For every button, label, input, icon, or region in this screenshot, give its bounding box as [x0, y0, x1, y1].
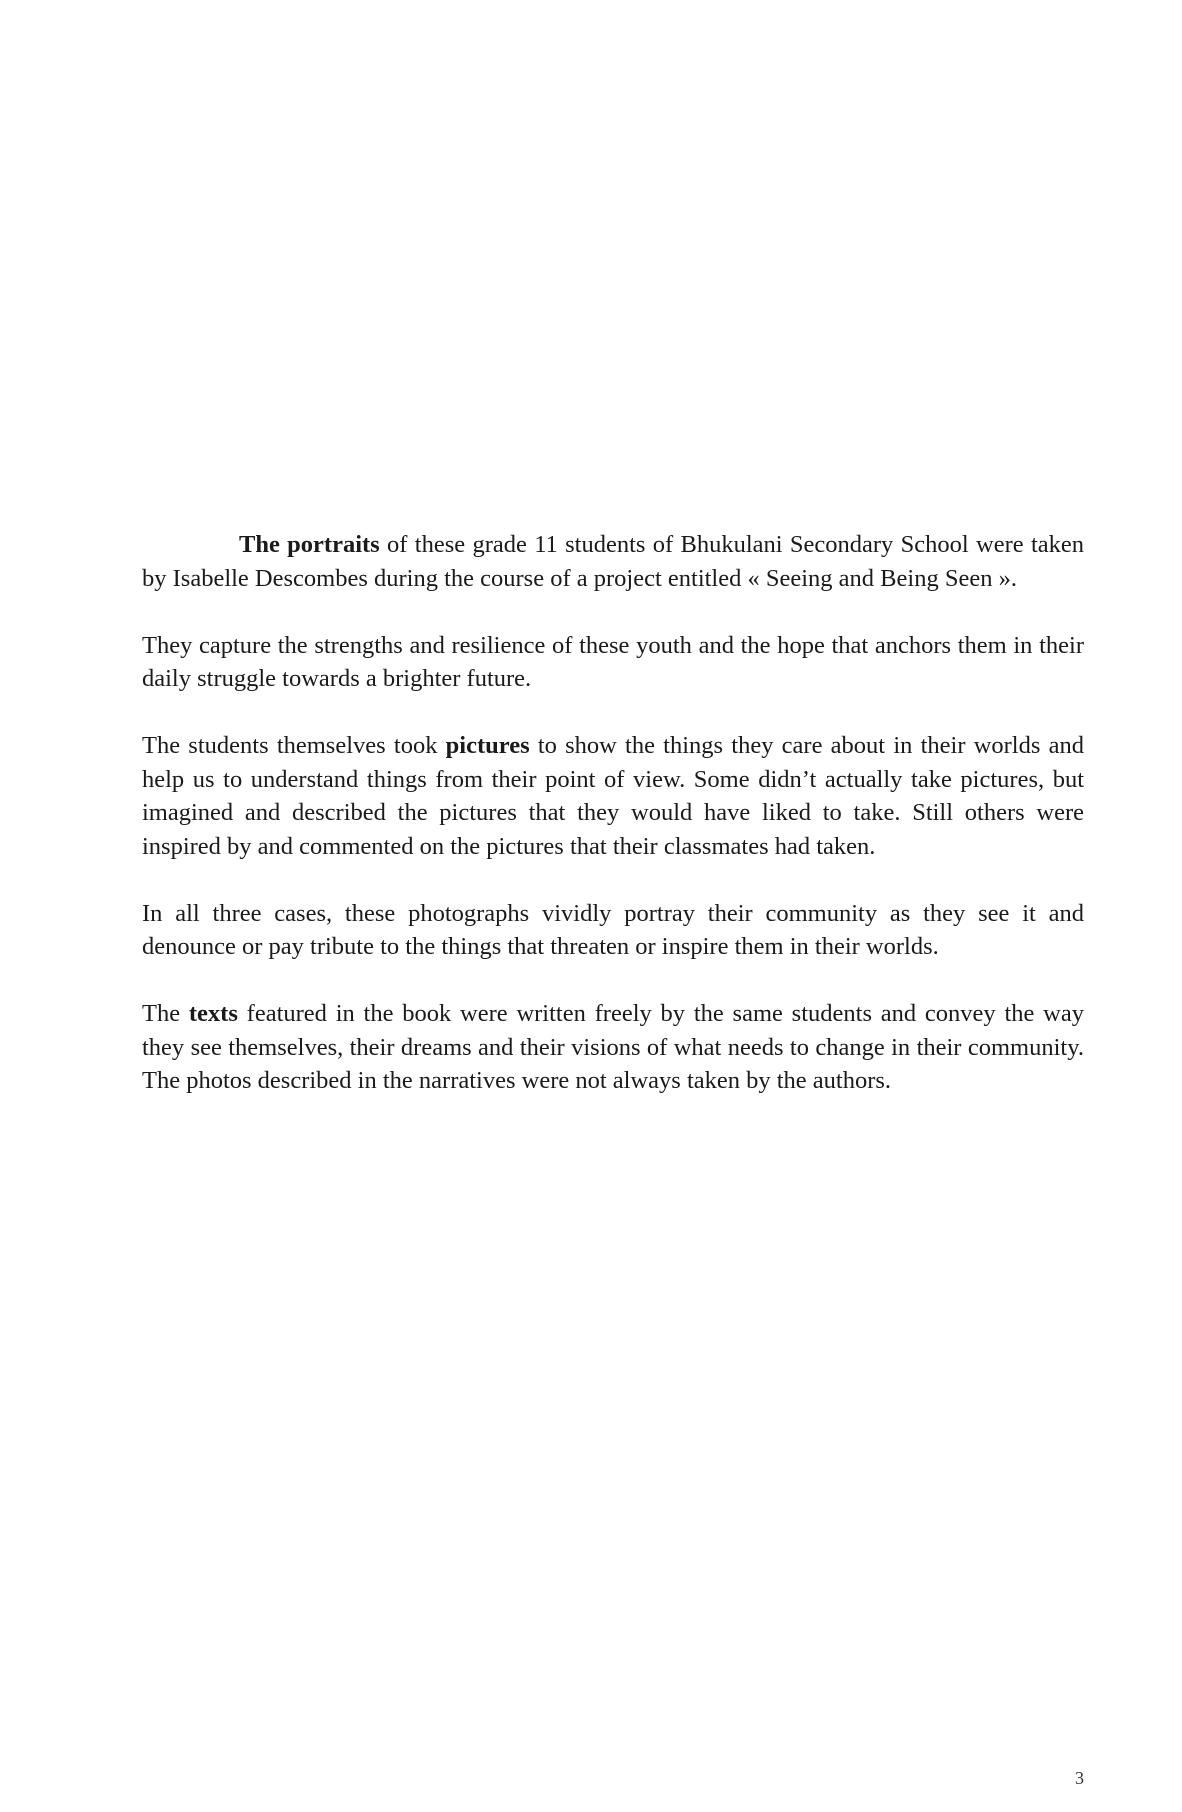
bold-term-portraits: The portraits	[239, 531, 380, 558]
bold-term-pictures: pictures	[445, 732, 530, 759]
paragraph-capture	[142, 629, 1084, 696]
paragraph-text: of these grade 11 students of Bhukulani Secondary School were taken by Isabelle Descombes during the course of a project entitled « Seeing and Being Seen ».	[142, 531, 1085, 592]
paragraph-text: to show the things they care about in their worlds and help us to understand things from their point of view. Some didn’t actually take pictures, but imagined and described the pictures that they would have liked to take. Still others were inspired by and commented on the pictures that their classmates had taken.	[142, 732, 1084, 860]
paragraph-portraits	[142, 528, 1084, 595]
paragraph-text: The	[142, 1000, 189, 1027]
paragraph-text: The students themselves took	[142, 732, 446, 759]
paragraph-three-cases	[142, 897, 1084, 964]
paragraph-pictures	[142, 729, 1084, 863]
body-text	[142, 528, 1084, 1098]
paragraph-text: featured in the book were written freely by the same students and convey the way they see themselves, their dreams and their visions of what needs to change in their community. The photos described in the narratives were not always taken by the authors.	[142, 1000, 1085, 1094]
paragraph-texts	[142, 997, 1084, 1098]
paragraph-text: They capture the strengths and resilience of these youth and the hope that anchors them in their daily struggle towards a brighter future.	[142, 631, 1084, 692]
paragraph-text: In all three cases, these photographs vividly portray their community as they see it and denounce or pay tribute to the things that threaten or inspire them in their worlds.	[142, 899, 1084, 960]
page-number: 3	[1075, 1768, 1084, 1788]
bold-term-texts: texts	[188, 1000, 238, 1027]
